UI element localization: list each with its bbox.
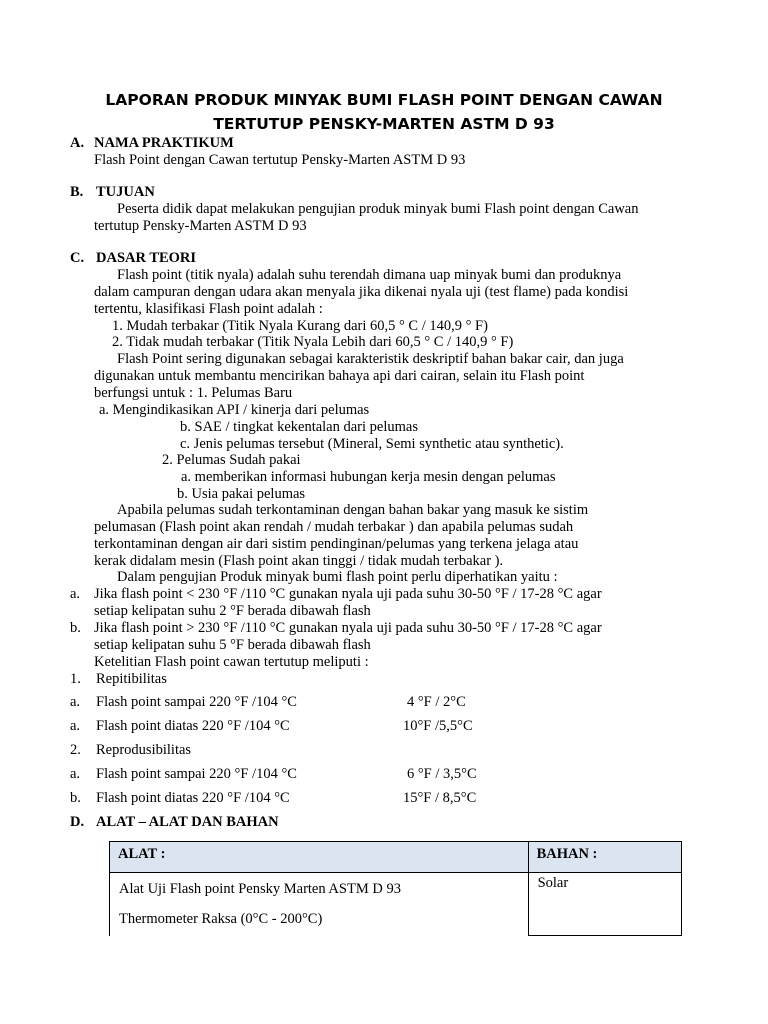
precision-marker: a. xyxy=(70,718,81,734)
intro-line: Flash point (titik nyala) adalah suhu terendah dimana uap minyak bumi dan produknya xyxy=(117,267,622,283)
precision-marker: a. xyxy=(70,766,81,782)
testing-a-line: Jika flash point < 230 °F /110 °C gunakan nyala uji pada suhu 30-50 °F / 17-28 °C agar xyxy=(94,586,602,602)
precision-value: 15°F / 8,5°C xyxy=(403,790,477,806)
pelumas-item: a. Mengindikasikan API / kinerja dari pelumas xyxy=(99,402,370,418)
classification-item: 1. Mudah terbakar (Titik Nyala Kurang dari 60,5 ° C / 140,9 ° F) xyxy=(112,318,488,334)
usage-line: berfungsi untuk : 1. Pelumas Baru xyxy=(94,385,293,401)
precision-marker: 1. xyxy=(70,671,81,687)
precision-label: Repitibilitas xyxy=(96,671,167,687)
precision-label: Flash point diatas 220 °F /104 °C xyxy=(96,790,290,806)
precision-label: Reprodusibilitas xyxy=(96,742,192,758)
classification-item: 2. Tidak mudah terbakar (Titik Nyala Lebih dari 60,5 ° C / 140,9 ° F) xyxy=(112,334,514,350)
testing-b-marker: b. xyxy=(70,620,81,636)
contamination-line: pelumasan (Flash point akan rendah / mudah terbakar ) dan apabila pelumas sudah xyxy=(94,519,574,535)
section-c-marker: C. xyxy=(70,250,85,266)
equipment-table xyxy=(109,841,682,936)
bahan-header: BAHAN : xyxy=(528,842,681,873)
alat-header: ALAT : xyxy=(110,842,529,873)
precision-marker: b. xyxy=(70,790,81,806)
testing-a-marker: a. xyxy=(70,586,81,602)
testing-intro: Dalam pengujian Produk minyak bumi flash point perlu diperhatikan yaitu : xyxy=(117,569,558,585)
alat-cell xyxy=(110,873,529,936)
section-a-marker: A. xyxy=(70,135,85,151)
precision-value: 4 °F / 2°C xyxy=(407,694,466,710)
testing-b-line: Jika flash point > 230 °F /110 °C gunakan nyala uji pada suhu 30-50 °F / 17-28 °C agar xyxy=(94,620,602,636)
contamination-line: kerak didalam mesin (Flash point akan tinggi / tidak mudah terbakar ). xyxy=(94,553,504,569)
intro-line: tertentu, klasifikasi Flash point adalah : xyxy=(94,301,323,317)
section-d-heading: ALAT – ALAT DAN BAHAN xyxy=(96,814,279,830)
intro-line: dalam campuran dengan udara akan menyala jika dikenai nyala uji (test flame) pada kondisi xyxy=(94,284,629,300)
precision-label: Flash point diatas 220 °F /104 °C xyxy=(96,718,290,734)
usage-line: digunakan untuk membantu mencirikan bahaya api dari cairan, selain itu Flash point xyxy=(94,368,585,384)
section-b-line: Peserta didik dapat melakukan pengujian produk minyak bumi Flash point dengan Cawan xyxy=(117,201,639,217)
precision-label: Flash point sampai 220 °F /104 °C xyxy=(96,694,297,710)
precision-value: 6 °F / 3,5°C xyxy=(407,766,477,782)
bahan-item: Solar xyxy=(537,875,569,891)
section-a-text: Flash Point dengan Cawan tertutup Pensky-Marten ASTM D 93 xyxy=(94,152,466,168)
contamination-line: terkontaminan dengan air dari sistim pendinginan/pelumas yang terkena jelaga atau xyxy=(94,536,579,552)
testing-a-line: setiap kelipatan suhu 2 °F berada dibawah flash xyxy=(94,603,371,619)
alat-item: Alat Uji Flash point Pensky Marten ASTM D 93 xyxy=(119,881,401,897)
document-title-line-2: TERTUTUP PENSKY-MARTEN ASTM D 93 xyxy=(213,115,555,133)
precision-marker: a. xyxy=(70,694,81,710)
section-b-heading: TUJUAN xyxy=(96,184,155,200)
section-b-line: tertutup Pensky-Marten ASTM D 93 xyxy=(94,218,307,234)
bahan-cell xyxy=(528,873,681,936)
precision-label: Flash point sampai 220 °F /104 °C xyxy=(96,766,297,782)
alat-item: Thermometer Raksa (0°C - 200°C) xyxy=(119,911,323,927)
section-c-heading: DASAR TEORI xyxy=(96,250,197,266)
document-title-line-1: LAPORAN PRODUK MINYAK BUMI FLASH POINT DENGAN CAWAN xyxy=(105,91,663,109)
pelumas-item: 2. Pelumas Sudah pakai xyxy=(162,452,301,468)
pelumas-item: a. memberikan informasi hubungan kerja mesin dengan pelumas xyxy=(181,469,556,485)
testing-b-line: setiap kelipatan suhu 5 °F berada dibawah flash xyxy=(94,637,371,653)
usage-line: Flash Point sering digunakan sebagai karakteristik deskriptif bahan bakar cair, dan juga xyxy=(117,351,624,367)
precision-marker: 2. xyxy=(70,742,81,758)
section-b-marker: B. xyxy=(70,184,84,200)
pelumas-item: b. Usia pakai pelumas xyxy=(177,486,306,502)
section-a-heading: NAMA PRAKTIKUM xyxy=(94,135,234,151)
precision-value: 10°F /5,5°C xyxy=(403,718,473,734)
testing-b-line: Ketelitian Flash point cawan tertutup meliputi : xyxy=(94,654,369,670)
pelumas-item: b. SAE / tingkat kekentalan dari pelumas xyxy=(180,419,418,435)
pelumas-item: c. Jenis pelumas tersebut (Mineral, Semi synthetic atau synthetic). xyxy=(180,436,564,452)
section-d-marker: D. xyxy=(70,814,85,830)
contamination-line: Apabila pelumas sudah terkontaminan dengan bahan bakar yang masuk ke sistim xyxy=(117,502,589,518)
